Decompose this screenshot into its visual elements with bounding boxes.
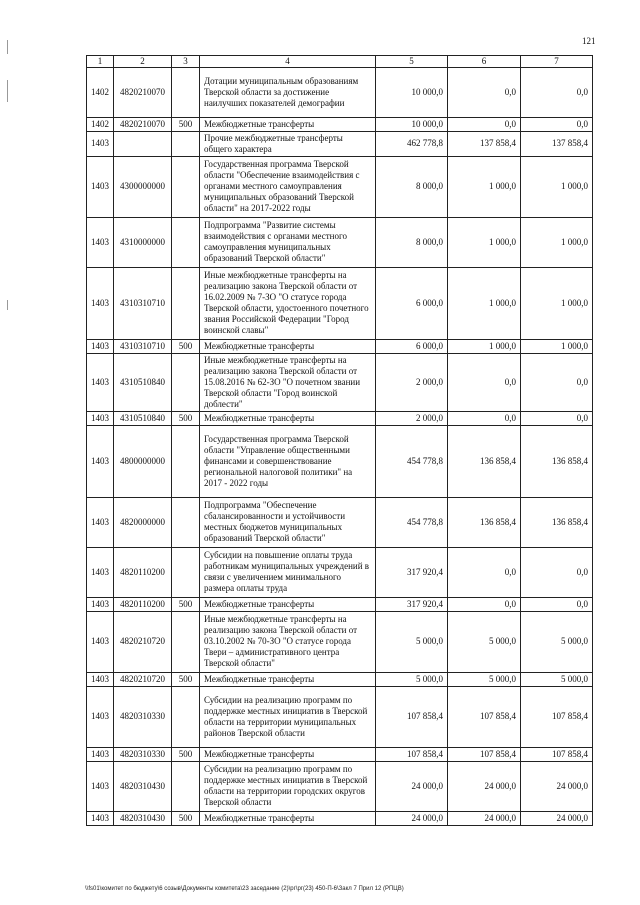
amount-cell: 10 000,0 [376, 67, 448, 117]
amount-cell: 5 000,0 [376, 611, 448, 672]
column-header: 5 [376, 56, 448, 68]
target-article-cell: 4820110200 [114, 597, 172, 611]
column-header: 6 [448, 56, 521, 68]
table-row [87, 411, 593, 425]
item-name-cell: Субсидии на реализацию программ по поддержке местных инициатив в Тверской области на территории городских округов Тверской области [200, 761, 376, 811]
expense-type-cell: 500 [172, 747, 200, 761]
column-header: 3 [172, 56, 200, 68]
section-code-cell: 1403 [87, 597, 114, 611]
amount-cell: 0,0 [448, 67, 521, 117]
section-code-cell: 1403 [87, 747, 114, 761]
table-row [87, 672, 593, 686]
expense-type-cell [172, 425, 200, 497]
amount-cell: 136 858,4 [521, 425, 593, 497]
column-header: 7 [521, 56, 593, 68]
amount-cell: 107 858,4 [376, 747, 448, 761]
amount-cell: 24 000,0 [376, 811, 448, 825]
expense-type-cell: 500 [172, 117, 200, 131]
amount-cell: 0,0 [521, 353, 593, 411]
scan-edge-mark [7, 40, 8, 54]
section-code-cell: 1403 [87, 811, 114, 825]
section-code-cell: 1403 [87, 611, 114, 672]
expense-type-cell [172, 131, 200, 156]
target-article-cell: 4310310710 [114, 267, 172, 339]
item-name-cell: Межбюджетные трансферты [200, 747, 376, 761]
target-article-cell: 4310510840 [114, 411, 172, 425]
expense-type-cell: 500 [172, 411, 200, 425]
target-article-cell: 4310510840 [114, 353, 172, 411]
amount-cell: 8 000,0 [376, 217, 448, 267]
item-name-cell: Государственная программа Тверской области "Управление общественными финансами и совершенствование региональной налоговой политики" на 2017 - 2022 годы [200, 425, 376, 497]
table-row [87, 217, 593, 267]
amount-cell: 317 920,4 [376, 547, 448, 597]
amount-cell: 1 000,0 [521, 156, 593, 217]
table-row [87, 811, 593, 825]
section-code-cell: 1403 [87, 425, 114, 497]
expense-type-cell: 500 [172, 672, 200, 686]
target-article-cell: 4820210070 [114, 67, 172, 117]
target-article-cell: 4820310330 [114, 686, 172, 747]
item-name-cell: Подпрограмма "Обеспечение сбалансированности и устойчивости местных бюджетов муниципальных образований Тверской области" [200, 497, 376, 547]
amount-cell: 8 000,0 [376, 156, 448, 217]
item-name-cell: Межбюджетные трансферты [200, 811, 376, 825]
item-name-cell: Государственная программа Тверской области "Обеспечение взаимодействия с органами местного самоуправления муниципальных образований Тверской области" на 2017-2022 годы [200, 156, 376, 217]
amount-cell: 137 858,4 [448, 131, 521, 156]
column-header: 2 [114, 56, 172, 68]
page-number: 121 [582, 36, 596, 46]
amount-cell: 107 858,4 [448, 747, 521, 761]
amount-cell: 136 858,4 [448, 425, 521, 497]
expense-type-cell [172, 267, 200, 339]
amount-cell: 136 858,4 [521, 497, 593, 547]
amount-cell: 454 778,8 [376, 497, 448, 547]
amount-cell: 24 000,0 [521, 811, 593, 825]
table-row [87, 597, 593, 611]
amount-cell: 2 000,0 [376, 411, 448, 425]
section-code-cell: 1403 [87, 497, 114, 547]
amount-cell: 6 000,0 [376, 267, 448, 339]
item-name-cell: Межбюджетные трансферты [200, 597, 376, 611]
amount-cell: 137 858,4 [521, 131, 593, 156]
section-code-cell: 1403 [87, 672, 114, 686]
amount-cell: 1 000,0 [448, 267, 521, 339]
expense-type-cell: 500 [172, 597, 200, 611]
table-row [87, 353, 593, 411]
target-article-cell: 4820210070 [114, 117, 172, 131]
amount-cell: 24 000,0 [376, 761, 448, 811]
amount-cell: 107 858,4 [521, 747, 593, 761]
item-name-cell: Межбюджетные трансферты [200, 672, 376, 686]
amount-cell: 1 000,0 [521, 339, 593, 353]
amount-cell: 107 858,4 [521, 686, 593, 747]
item-name-cell: Иные межбюджетные трансферты на реализацию закона Тверской области от 03.10.2002 № 70-ЗО "О статусе города Твери – административного центра Тверской области" [200, 611, 376, 672]
section-code-cell: 1403 [87, 217, 114, 267]
amount-cell: 6 000,0 [376, 339, 448, 353]
section-code-cell: 1403 [87, 761, 114, 811]
column-header: 1 [87, 56, 114, 68]
item-name-cell: Межбюджетные трансферты [200, 339, 376, 353]
table-row [87, 547, 593, 597]
amount-cell: 0,0 [448, 353, 521, 411]
section-code-cell: 1403 [87, 547, 114, 597]
item-name-cell: Иные межбюджетные трансферты на реализацию закона Тверской области от 15.08.2016 № 62-ЗО "О почетном звании Тверской области "Город воинской доблести" [200, 353, 376, 411]
table-row [87, 761, 593, 811]
item-name-cell: Подпрограмма "Развитие системы взаимодействия с органами местного самоуправления муниципальных образований Тверской области" [200, 217, 376, 267]
table-row [87, 67, 593, 117]
amount-cell: 24 000,0 [521, 761, 593, 811]
expense-type-cell [172, 67, 200, 117]
expense-type-cell: 500 [172, 811, 200, 825]
table-row [87, 686, 593, 747]
target-article-cell: 4820210720 [114, 672, 172, 686]
expense-type-cell [172, 217, 200, 267]
item-name-cell: Иные межбюджетные трансферты на реализацию закона Тверской области от 16.02.2009 № 7-ЗО "О статусе города Тверской области, удостоенного почетного звания Российской Федерации "Город воинской славы" [200, 267, 376, 339]
column-number-row [87, 56, 593, 68]
amount-cell: 1 000,0 [448, 156, 521, 217]
section-code-cell: 1403 [87, 267, 114, 339]
amount-cell: 107 858,4 [448, 686, 521, 747]
amount-cell: 136 858,4 [448, 497, 521, 547]
amount-cell: 0,0 [521, 411, 593, 425]
amount-cell: 5 000,0 [376, 672, 448, 686]
amount-cell: 0,0 [521, 67, 593, 117]
item-name-cell: Межбюджетные трансферты [200, 411, 376, 425]
section-code-cell: 1403 [87, 339, 114, 353]
column-header: 4 [200, 56, 376, 68]
budget-table [86, 55, 593, 826]
target-article-cell: 4310310710 [114, 339, 172, 353]
amount-cell: 24 000,0 [448, 811, 521, 825]
section-code-cell: 1403 [87, 353, 114, 411]
table-row [87, 339, 593, 353]
expense-type-cell [172, 686, 200, 747]
table-row [87, 497, 593, 547]
amount-cell: 5 000,0 [521, 611, 593, 672]
amount-cell: 5 000,0 [448, 611, 521, 672]
expense-type-cell [172, 156, 200, 217]
amount-cell: 1 000,0 [448, 339, 521, 353]
expense-type-cell [172, 761, 200, 811]
item-name-cell: Межбюджетные трансферты [200, 117, 376, 131]
amount-cell: 0,0 [521, 547, 593, 597]
amount-cell: 462 778,8 [376, 131, 448, 156]
target-article-cell: 4820210720 [114, 611, 172, 672]
amount-cell: 0,0 [448, 597, 521, 611]
table-row [87, 425, 593, 497]
amount-cell: 0,0 [521, 117, 593, 131]
target-article-cell: 4310000000 [114, 217, 172, 267]
amount-cell: 10 000,0 [376, 117, 448, 131]
amount-cell: 0,0 [448, 117, 521, 131]
expense-type-cell [172, 611, 200, 672]
target-article-cell: 4820310430 [114, 811, 172, 825]
amount-cell: 5 000,0 [448, 672, 521, 686]
section-code-cell: 1403 [87, 156, 114, 217]
amount-cell: 0,0 [521, 597, 593, 611]
item-name-cell: Субсидии на реализацию программ по поддержке местных инициатив в Тверской области на территории муниципальных районов Тверской области [200, 686, 376, 747]
expense-type-cell: 500 [172, 339, 200, 353]
table-row [87, 156, 593, 217]
section-code-cell: 1403 [87, 686, 114, 747]
target-article-cell: 4820110200 [114, 547, 172, 597]
amount-cell: 0,0 [448, 547, 521, 597]
scan-edge-mark [7, 80, 8, 102]
section-code-cell: 1402 [87, 117, 114, 131]
table-row [87, 131, 593, 156]
table-row [87, 117, 593, 131]
item-name-cell: Дотации муниципальным образованиям Тверской области за достижение наилучших показателей демографии [200, 67, 376, 117]
target-article-cell: 4300000000 [114, 156, 172, 217]
section-code-cell: 1403 [87, 411, 114, 425]
item-name-cell: Субсидии на повышение оплаты труда работникам муниципальных учреждений в связи с увеличением минимального размера оплаты труда [200, 547, 376, 597]
amount-cell: 1 000,0 [448, 217, 521, 267]
target-article-cell: 4820310330 [114, 747, 172, 761]
scan-edge-mark [7, 300, 8, 310]
item-name-cell: Прочие межбюджетные трансферты общего характера [200, 131, 376, 156]
table-row [87, 747, 593, 761]
amount-cell: 1 000,0 [521, 217, 593, 267]
expense-type-cell [172, 497, 200, 547]
file-path-footer: \\fs01\комитет по бюджету\6 созыв\Документы комитета\23 заседание (2)\рг\рг(23) 450-П-6\Закл 7 Прил 12 (РПЦВ) [85, 886, 404, 892]
amount-cell: 1 000,0 [521, 267, 593, 339]
section-code-cell: 1402 [87, 67, 114, 117]
amount-cell: 107 858,4 [376, 686, 448, 747]
amount-cell: 5 000,0 [521, 672, 593, 686]
expense-type-cell [172, 353, 200, 411]
target-article-cell: 4820310430 [114, 761, 172, 811]
table-row [87, 267, 593, 339]
target-article-cell [114, 131, 172, 156]
target-article-cell: 4800000000 [114, 425, 172, 497]
amount-cell: 317 920,4 [376, 597, 448, 611]
amount-cell: 2 000,0 [376, 353, 448, 411]
section-code-cell: 1403 [87, 131, 114, 156]
amount-cell: 454 778,8 [376, 425, 448, 497]
expense-type-cell [172, 547, 200, 597]
target-article-cell: 4820000000 [114, 497, 172, 547]
table-row [87, 611, 593, 672]
amount-cell: 0,0 [448, 411, 521, 425]
amount-cell: 24 000,0 [448, 761, 521, 811]
